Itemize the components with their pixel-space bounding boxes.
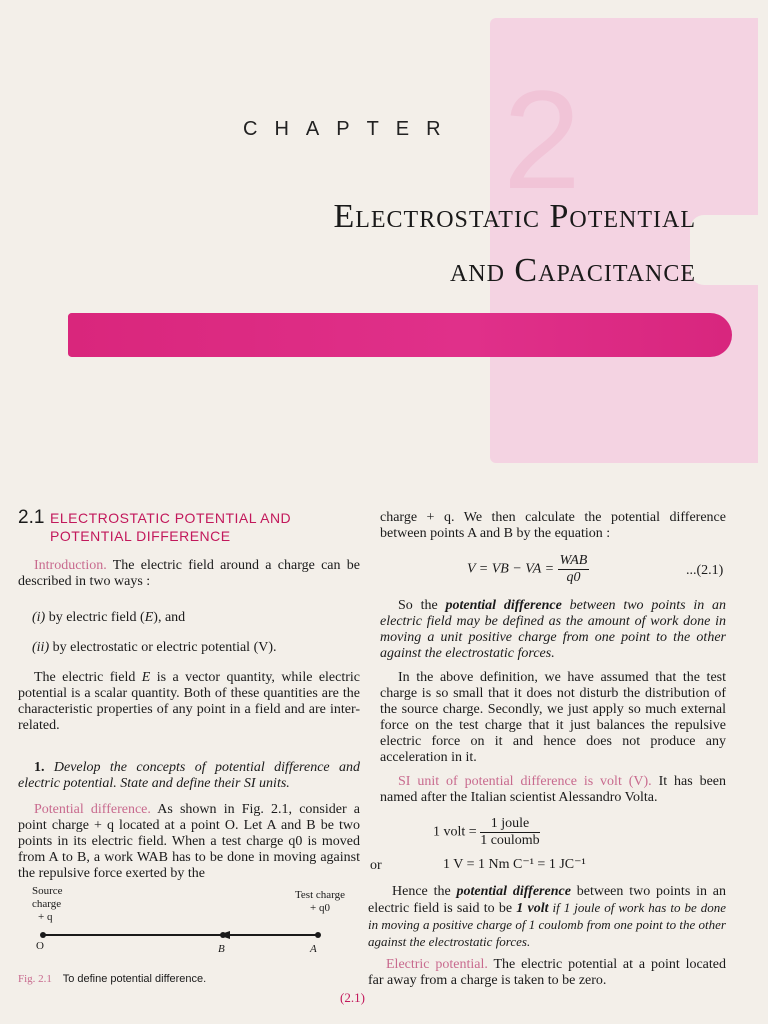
equation-number: ...(2.1) bbox=[686, 563, 724, 578]
equation-2-1: V = VB − VA = $\frac{\text{WAB}}{q0}$ bbox=[467, 553, 588, 585]
section-number: 2.1 bbox=[18, 507, 45, 528]
decorative-magenta-bar bbox=[68, 313, 732, 357]
point-a-label: A bbox=[310, 943, 317, 955]
assumption-paragraph: In the above definition, we have assumed that the test charge is so small that it does not disturb the distribution of the source charge. Secondly, we just apply so much external force on the test charge that it just balances the repulsive electric force on it and hence does not produce any acceleration in it. bbox=[380, 670, 726, 765]
page-number: (2.1) bbox=[340, 990, 365, 1005]
intro-paragraph: Introduction. The electric field around a charge can be described in two ways : bbox=[18, 558, 360, 589]
title-tab-notch bbox=[690, 215, 760, 285]
definition-potential-difference: So the potential difference between two points in an electric field may be defined as the amount of work done in moving a unit positive charge from one point to the other against the electrostatic forces. bbox=[380, 598, 727, 661]
list-item: (ii) by electrostatic or electric potential (V). bbox=[32, 640, 277, 655]
right-column-end bbox=[368, 884, 726, 989]
chapter-title bbox=[333, 190, 696, 298]
left-column bbox=[18, 558, 360, 882]
equation-volt-units: 1 V = 1 Nm C⁻¹ = 1 JC⁻¹ bbox=[443, 857, 586, 872]
question-1: 1. Develop the concepts of potential difference and electric potential. State and define their SI units. bbox=[18, 760, 360, 791]
paragraph-charge: charge + q. We then calculate the potential difference between points A and B by the equation : bbox=[380, 510, 726, 541]
source-charge-label: Source charge + q bbox=[32, 885, 63, 923]
paragraph-field-vs-potential: The electric field E is a vector quantity, while electric potential is a scalar quantity. Both of these quantities are the characteristic properties of any point in a field and are inter-related. bbox=[18, 670, 361, 733]
test-charge-label: Test charge + q0 bbox=[294, 889, 346, 914]
chapter-title-line2: and Capacitance bbox=[449, 252, 696, 289]
chapter-number: 2 bbox=[503, 61, 581, 218]
point-o-label: O bbox=[36, 940, 44, 952]
chapter-title-line1: Electrostatic Potential bbox=[333, 198, 696, 235]
potential-difference-paragraph: Potential difference. As shown in Fig. 2.1, consider a point charge + q located at a point O. Let A and B be two points in its electric field. When a test charge q0 is moved from A to B, a work WAB has to be done in moving against the repulsive force exerted by the bbox=[18, 802, 360, 881]
section-title: ELECTROSTATIC POTENTIAL AND POTENTIAL DIFFERENCE bbox=[50, 510, 292, 544]
one-volt-definition: Hence the potential difference between two points in an electric field is said to be 1 volt if 1 joule of work has to be done in moving a positive charge of 1 coulomb from one point to the other against the electrostatic forces. bbox=[368, 884, 727, 949]
right-column bbox=[380, 510, 726, 542]
list-item: (i) by electric field (E), and bbox=[32, 610, 186, 625]
chapter-label: CHAPTER bbox=[243, 118, 458, 140]
si-unit-paragraph: SI unit of potential difference is volt (V). It has been named after the Italian scientist Alessandro Volta. bbox=[380, 774, 726, 805]
point-b-label: B bbox=[218, 943, 225, 955]
equation-volt: 1 volt = $\frac{\text{1 joule}}{\text{1 coulomb}}$ bbox=[433, 816, 540, 848]
figure-2-1 bbox=[18, 885, 348, 995]
right-column-body bbox=[380, 598, 726, 806]
equation-or: or bbox=[370, 858, 382, 873]
electric-potential-paragraph: Electric potential. The electric potential at a point located far away from a charge is taken to be zero. bbox=[368, 957, 726, 988]
figure-caption: Fig. 2.1 To define potential difference. bbox=[18, 973, 207, 985]
